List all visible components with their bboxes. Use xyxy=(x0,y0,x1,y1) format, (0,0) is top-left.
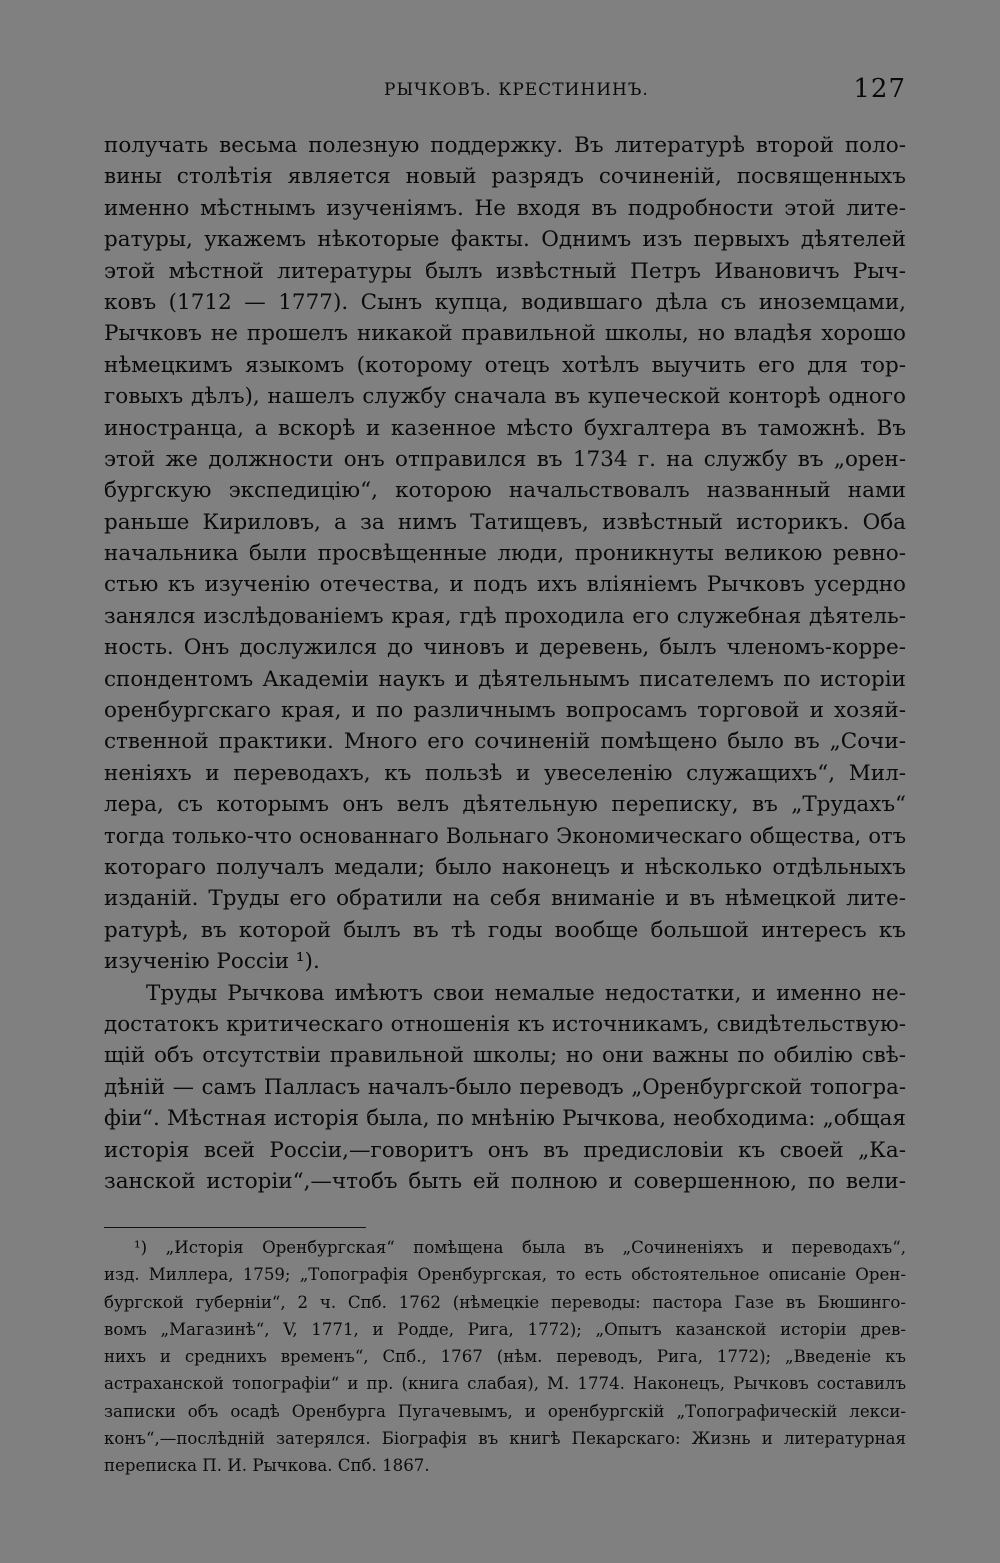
footnote-line: нихъ и среднихъ временъ“, Спб., 1767 (нѣм. переводъ, Рига, 1772); „Введеніе къ xyxy=(104,1347,906,1367)
text-line: занской исторіи“,—чтобъ быть ей полною и совершенною, по вели- xyxy=(104,1168,906,1194)
text-line: начальника были просвѣщенные люди, проникнуты великою ревно- xyxy=(104,541,906,567)
text-line: исторія всей Россіи,—говоритъ онъ въ предисловіи къ своей „Ка- xyxy=(104,1137,906,1163)
text-line: изученію Россіи ¹). xyxy=(104,949,320,975)
text-line: ратуры, укажемъ нѣкоторые факты. Однимъ изъ первыхъ дѣятелей xyxy=(104,227,906,253)
text-line: получать весьма полезную поддержку. Въ литературѣ второй поло- xyxy=(104,133,906,158)
text-line: Рычковъ не прошелъ никакой правильной школы, но владѣя хорошо xyxy=(104,321,906,347)
text-line: достатокъ критическаго отношенія къ источникамъ, свидѣтельствую- xyxy=(104,1011,906,1037)
text-line: спондентомъ Академіи наукъ и дѣятельнымъ писателемъ по исторіи xyxy=(104,666,906,692)
body-text xyxy=(104,130,906,1197)
text-line: бургскую экспедицію“, которою начальствовалъ названный нами xyxy=(104,478,906,504)
text-line: нѣмецкимъ языкомъ (которому отецъ хотѣлъ выучить его для тор- xyxy=(104,352,906,378)
text-line: изданій. Труды его обратили на себя вниманіе и въ нѣмецкой лите- xyxy=(104,886,906,912)
footnote-line: астраханской топографіи“ и пр. (книга слабая), М. 1774. Наконецъ, Рычковъ составилъ xyxy=(104,1374,906,1394)
text-line: занялся изслѣдованіемъ края, гдѣ проходила его служебная дѣятель- xyxy=(104,603,906,629)
text-line: дѣній — самъ Палласъ началъ-было переводъ „Оренбургской топогра- xyxy=(104,1074,906,1100)
text-line: тогда только-что основаннаго Вольнаго Экономическаго общества, отъ xyxy=(104,823,906,848)
running-title: РЫЧКОВЪ. КРЕСТИНИНЪ. xyxy=(384,80,649,100)
text-line: ковъ (1712 — 1777). Сынъ купца, водившаго дѣла съ иноземцами, xyxy=(104,289,906,315)
text-line: котораго получалъ медали; было наконецъ и нѣсколько отдѣльныхъ xyxy=(104,854,906,880)
footnote-line: вомъ „Магазинѣ“, V, 1771, и Родде, Рига, 1772); „Опытъ казанской исторіи древ- xyxy=(104,1319,906,1339)
text-line: именно мѣстнымъ изученіямъ. Не входя въ подробности этой лите- xyxy=(104,195,906,221)
text-line: ность. Онъ дослужился до чиновъ и деревень, былъ членомъ-корре- xyxy=(104,635,906,661)
text-line: оренбургскаго края, и по различнымъ вопросамъ торговой и хозяй- xyxy=(104,698,906,724)
text-line: стью къ изученію отечества, и подъ ихъ вліяніемъ Рычковъ усердно xyxy=(104,572,906,598)
text-line: вины столѣтія является новый разрядъ сочиненій, посвященныхъ xyxy=(104,164,906,190)
text-line: фіи“. Мѣстная исторія была, по мнѣнію Рычкова, необходима: „общая xyxy=(104,1106,906,1132)
footnote-divider xyxy=(104,1227,366,1228)
footnote-line: записки объ осадѣ Оренбурга Пугачевымъ, и оренбургскій „Топографическій лекси- xyxy=(104,1401,906,1421)
text-line: этой мѣстной литературы былъ извѣстный Петръ Ивановичъ Рыч- xyxy=(104,258,906,284)
book-page xyxy=(104,0,906,1563)
text-line: щій объ отсутствіи правильной школы; но они важны по обилію свѣ- xyxy=(104,1043,906,1069)
footnote-line: конъ“,—послѣдній затерялся. Біографія въ книгѣ Пекарскаго: Жизнь и литературная xyxy=(104,1429,906,1449)
footnote-line: переписка П. И. Рычкова. Спб. 1867. xyxy=(104,1456,430,1476)
running-head xyxy=(104,74,906,108)
footnote-line: ¹) „Исторія Оренбургская“ помѣщена была въ „Сочиненіяхъ и переводахъ“, xyxy=(134,1238,906,1257)
footnote-line: бургской губерніи“, 2 ч. Спб. 1762 (нѣмецкіе переводы: пастора Газе въ Бюшинго- xyxy=(104,1292,906,1312)
text-line: Труды Рычкова имѣютъ свои немалые недостатки, и именно не- xyxy=(146,980,906,1006)
page-number: 127 xyxy=(853,74,906,104)
footnote xyxy=(104,1234,906,1480)
text-line: ственной практики. Много его сочиненій помѣщено было въ „Сочи- xyxy=(104,729,906,755)
text-line: неніяхъ и переводахъ, къ пользѣ и увеселенію служащихъ“, Мил- xyxy=(104,760,906,786)
text-line: говыхъ дѣлъ), нашелъ службу сначала въ купеческой конторѣ одного xyxy=(104,384,906,410)
text-line: этой же должности онъ отправился въ 1734 г. на службу въ „орен- xyxy=(104,446,906,472)
text-line: лера, съ которымъ онъ велъ дѣятельную переписку, въ „Трудахъ“ xyxy=(104,792,906,818)
text-line: раньше Кириловъ, а за нимъ Татищевъ, извѣстный историкъ. Оба xyxy=(104,509,906,535)
footnote-line: изд. Миллера, 1759; „Топографія Оренбургская, то есть обстоятельное описаніе Орен- xyxy=(104,1265,906,1285)
text-line: ратурѣ, въ которой былъ въ тѣ годы вообще большой интересъ къ xyxy=(104,917,906,943)
text-line: иностранца, а вскорѣ и казенное мѣсто бухгалтера въ таможнѣ. Въ xyxy=(104,415,906,441)
